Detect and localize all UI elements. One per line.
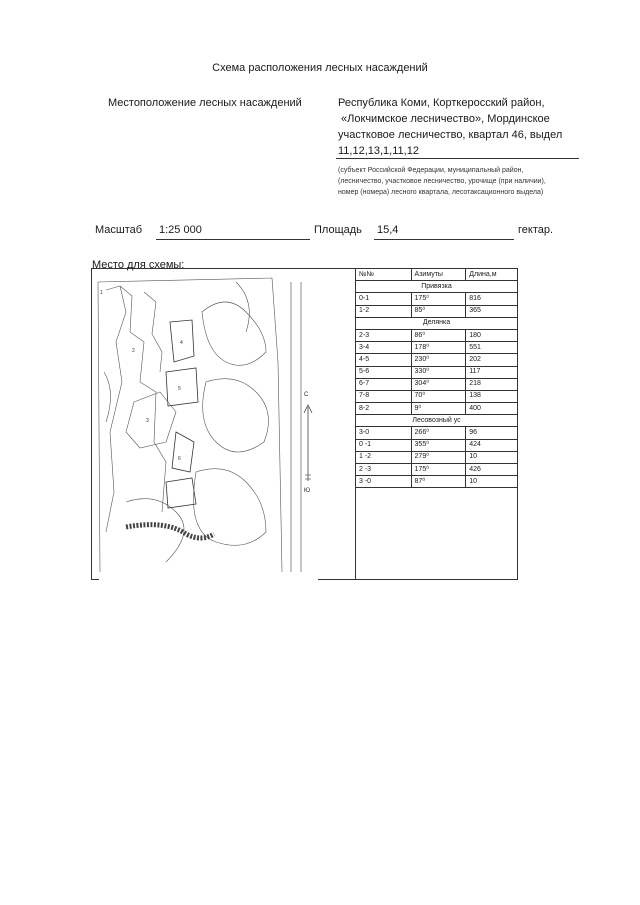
page-title: Схема расположения лесных насаждений xyxy=(212,62,428,74)
table-cell: 304⁰ xyxy=(411,378,466,390)
column-header: Азимуты xyxy=(411,269,466,281)
location-label: Местоположение лесных насаждений xyxy=(108,97,302,109)
table-row xyxy=(356,329,518,341)
svg-text:1: 1 xyxy=(100,290,103,296)
scale-value: 1:25 000 xyxy=(156,224,310,240)
area-value: 15,4 xyxy=(374,224,514,240)
column-header: №№ xyxy=(356,269,412,281)
scheme-label: Место для схемы: xyxy=(92,259,185,271)
table-cell: 0-1 xyxy=(356,293,412,305)
area-label: Площадь xyxy=(314,224,362,236)
table-cell: 3-0 xyxy=(356,427,412,439)
compass-north-label: С xyxy=(304,392,309,398)
table-cell: 426 xyxy=(466,464,518,476)
table-row xyxy=(356,293,518,305)
location-hint xyxy=(338,165,588,198)
table-header-row xyxy=(356,269,518,281)
table-cell: 175⁰ xyxy=(411,293,466,305)
table-row xyxy=(356,476,518,488)
table-cell: 816 xyxy=(466,293,518,305)
location-line: участковое лесничество, квартал 46, выдел xyxy=(338,129,563,141)
svg-text:3: 3 xyxy=(146,418,149,424)
table-cell: 551 xyxy=(466,342,518,354)
table-cell: 2-3 xyxy=(356,329,412,341)
azimuth-table-frame xyxy=(355,268,518,580)
hint-line: (субъект Российской Федерации, муниципальный район, xyxy=(338,167,524,174)
table-cell: 424 xyxy=(466,439,518,451)
table-cell: 279⁰ xyxy=(411,451,466,463)
svg-text:2: 2 xyxy=(132,348,135,354)
section-row xyxy=(356,281,518,293)
table-cell: 178⁰ xyxy=(411,342,466,354)
table-cell: 1 -2 xyxy=(356,451,412,463)
compass-south-label: Ю xyxy=(304,488,311,494)
table-cell: 5-6 xyxy=(356,366,412,378)
scheme-frame-left xyxy=(91,268,92,580)
table-row xyxy=(356,305,518,317)
table-cell: 202 xyxy=(466,354,518,366)
table-row xyxy=(356,403,518,415)
table-cell: 355⁰ xyxy=(411,439,466,451)
location-line: Республика Коми, Корткеросский район, xyxy=(338,97,545,109)
table-cell: 230⁰ xyxy=(411,354,466,366)
table-cell: 3 -0 xyxy=(356,476,412,488)
hint-line: (лесничество, участковое лесничество, урочище (при наличии), xyxy=(338,178,546,185)
table-cell: 85⁰ xyxy=(411,305,466,317)
compass-arrow-icon xyxy=(300,385,316,505)
section-title: Делянка xyxy=(356,317,518,329)
table-row xyxy=(356,451,518,463)
table-cell: 96 xyxy=(466,427,518,439)
table-cell: 218 xyxy=(466,378,518,390)
table-cell: 117 xyxy=(466,366,518,378)
table-row xyxy=(356,378,518,390)
hint-line: номер (номера) лесного квартала, лесотаксационного выдела) xyxy=(338,189,544,196)
svg-text:5: 5 xyxy=(178,386,181,392)
table-row xyxy=(356,439,518,451)
table-cell: 8-2 xyxy=(356,403,412,415)
table-row xyxy=(356,427,518,439)
table-cell: 0 -1 xyxy=(356,439,412,451)
forest-scheme-map xyxy=(96,272,326,580)
table-cell: 180 xyxy=(466,329,518,341)
table-cell: 9⁰ xyxy=(411,403,466,415)
table-row xyxy=(356,390,518,402)
table-cell: 87⁰ xyxy=(411,476,466,488)
table-cell: 365 xyxy=(466,305,518,317)
table-row xyxy=(356,464,518,476)
table-row xyxy=(356,342,518,354)
svg-text:4: 4 xyxy=(180,340,183,346)
table-cell: 2 -3 xyxy=(356,464,412,476)
table-cell: 7-8 xyxy=(356,390,412,402)
area-unit: гектар. xyxy=(518,224,554,236)
column-header: Длина,м xyxy=(466,269,518,281)
section-title: Привязка xyxy=(356,281,518,293)
section-title: Лесовозный ус xyxy=(356,415,518,427)
table-cell: 400 xyxy=(466,403,518,415)
table-cell: 266⁰ xyxy=(411,427,466,439)
table-cell: 4-5 xyxy=(356,354,412,366)
table-cell: 86⁰ xyxy=(411,329,466,341)
location-line: «Локчимское лесничество», Мординское xyxy=(338,113,550,125)
table-cell: 330⁰ xyxy=(411,366,466,378)
table-cell: 1-2 xyxy=(356,305,412,317)
table-row xyxy=(356,366,518,378)
table-cell: 10 xyxy=(466,476,518,488)
table-cell: 10 xyxy=(466,451,518,463)
azimuth-table xyxy=(355,268,518,488)
scale-label: Масштаб xyxy=(95,224,143,236)
table-row xyxy=(356,354,518,366)
section-row xyxy=(356,317,518,329)
location-value xyxy=(338,95,568,159)
table-cell: 3-4 xyxy=(356,342,412,354)
location-line: 11,12,13,1,11,12 xyxy=(338,145,419,157)
table-cell: 70⁰ xyxy=(411,390,466,402)
section-row xyxy=(356,415,518,427)
svg-text:6: 6 xyxy=(178,456,181,462)
table-cell: 175⁰ xyxy=(411,464,466,476)
table-cell: 138 xyxy=(466,390,518,402)
location-underline xyxy=(336,158,579,159)
table-cell: 6-7 xyxy=(356,378,412,390)
scheme-frame-top xyxy=(91,268,356,269)
